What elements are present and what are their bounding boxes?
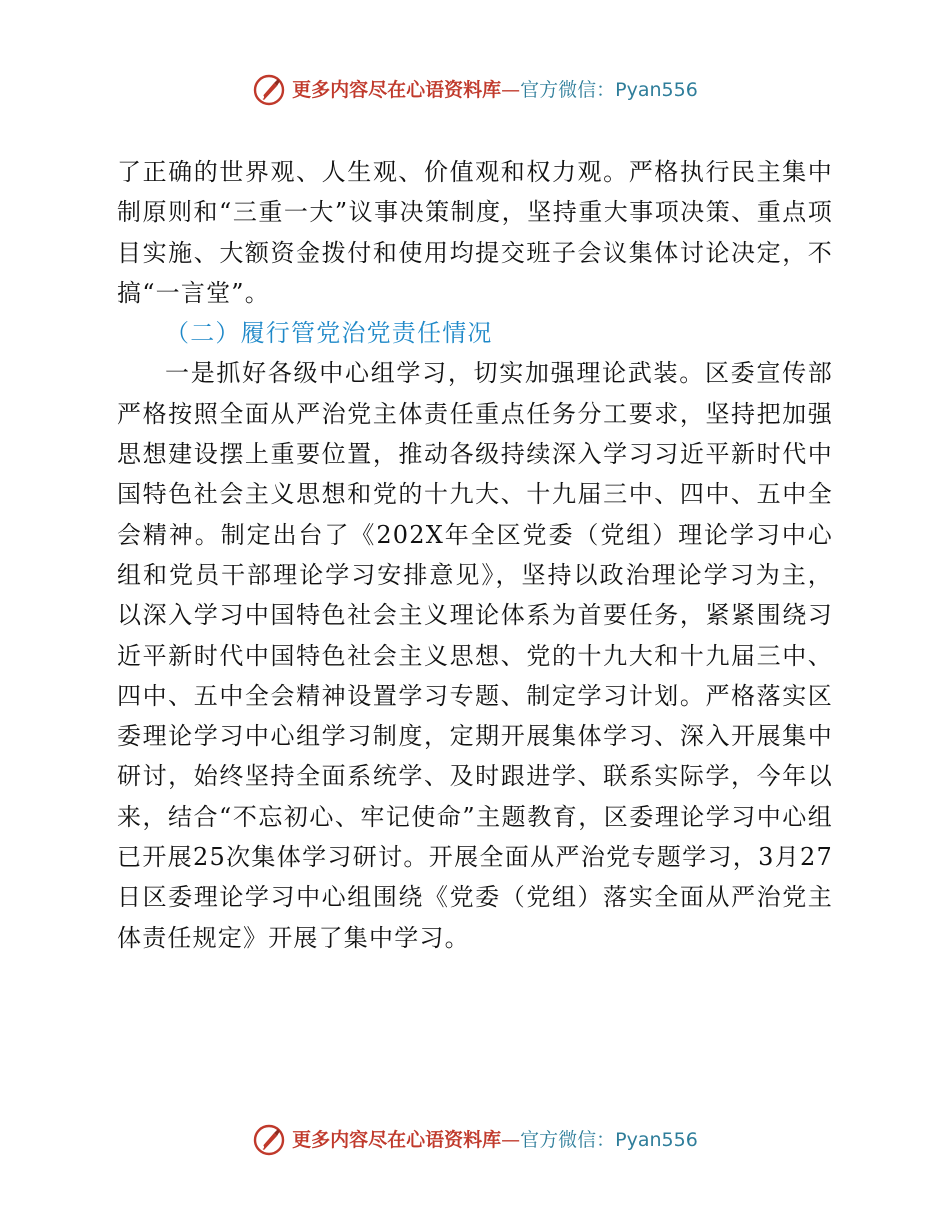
pen-circle-logo-icon (252, 1123, 286, 1157)
header-banner (0, 70, 950, 110)
banner-lead: 更多内容尽在心语资料库 (292, 79, 502, 101)
banner-wechat: 官方微信：Pyan556 (520, 79, 698, 101)
banner-dash: — (501, 79, 521, 101)
banner-text (292, 70, 698, 110)
document-body (117, 152, 833, 958)
paragraph-continuation: 了正确的世界观、人生观、价值观和权力观。严格执行民主集中制原则和“三重一大”议事决策制度，坚持重大事项决策、重点项目实施、大额资金拨付和使用均提交班子会议集体讨论决定，不搞“一言堂”。 (117, 158, 833, 307)
paragraph-study: 一是抓好各级中心组学习，切实加强理论武装。区委宣传部严格按照全面从严治党主体责任重点任务分工要求，坚持把加强思想建设摆上重要位置，推动各级持续深入学习习近平新时代中国特色社会主义思想和党的十九大、十九届三中、四中、五中全会精神。制定出台了《202X年全区党委（党组）理论学习中心组和党员干部理论学习安排意见》，坚持以政治理论学习为主，以深入学习中国特色社会主义理论体系为首要任务，紧紧围绕习近平新时代中国特色社会主义思想、党的十九大和十九届三中、四中、五中全会精神设置学习专题、制定学习计划。严格落实区委理论学习中心组学习制度，定期开展集体学习、深入开展集中研讨，始终坚持全面系统学、及时跟进学、联系实际学，今年以来，结合“不忘初心、牢记使命”主题教育，区委理论学习中心组已开展25次集体学习研讨。开展全面从严治党专题学习，3月27日区委理论学习中心组围绕《党委（党组）落实全面从严治党主体责任规定》开展了集中学习。 (117, 359, 833, 952)
pen-circle-logo-icon (252, 73, 286, 107)
section-heading: （二）履行管党治党责任情况 (165, 319, 493, 348)
banner-dash: — (501, 1129, 521, 1151)
banner-wechat: 官方微信：Pyan556 (520, 1129, 698, 1151)
banner-lead: 更多内容尽在心语资料库 (292, 1129, 502, 1151)
footer-banner (0, 1120, 950, 1160)
banner-text (292, 1120, 698, 1160)
